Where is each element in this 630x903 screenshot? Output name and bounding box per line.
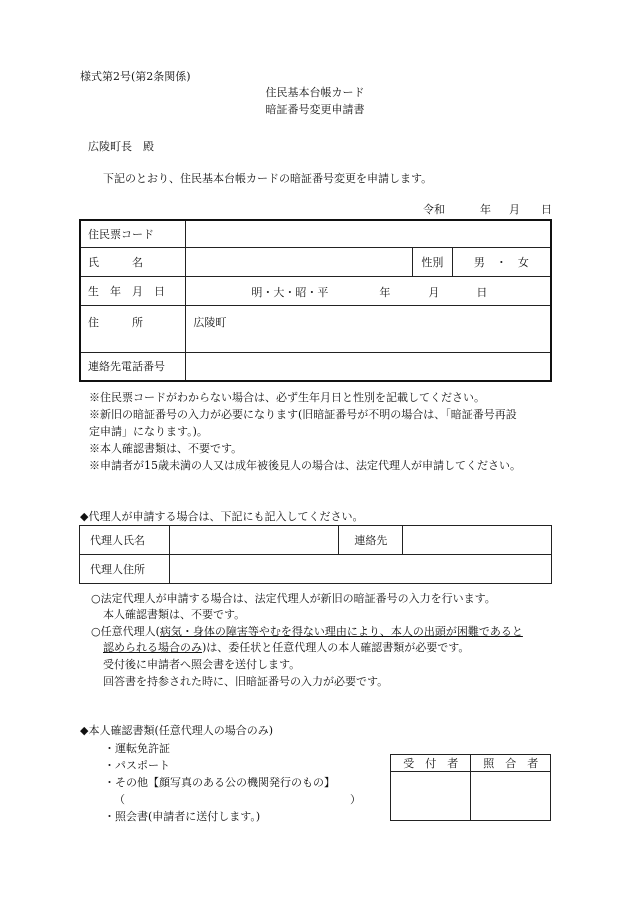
birth-day-unit: 日 (476, 285, 488, 299)
note-1: ※住民票コードがわからない場合は、必ず生年月日と性別を記載してください。 (89, 391, 485, 404)
form-number: 様式第2号(第2条関係) (80, 70, 191, 83)
legal-agent-note-2: 本人確認書類は、不要です。 (103, 608, 246, 621)
addressee: 広陵町長 殿 (88, 140, 154, 153)
verifier-label: 照 合 者 (471, 755, 551, 772)
date-day: 日 (541, 203, 552, 216)
id-doc-other-close-paren: ） (350, 793, 361, 806)
agent-address-label: 代理人住所 (80, 555, 170, 584)
row-birth (80, 276, 551, 305)
agent-name-label: 代理人氏名 (80, 526, 170, 555)
birth-month-unit: 月 (428, 285, 440, 299)
row-resident-code (80, 220, 551, 247)
phone-label: 連絡先電話番号 (80, 352, 186, 381)
name-label: 氏 名 (80, 247, 186, 276)
office-box-stamps (391, 772, 551, 821)
agent-contact-field[interactable] (403, 526, 552, 555)
voluntary-note-1b: 病気・身体の障害等やむを得ない理由により、本人の出頭が困難であると (159, 625, 523, 638)
name-field[interactable] (186, 247, 413, 276)
office-use-box (390, 754, 551, 821)
birth-label: 生 年 月 日 (80, 276, 186, 305)
note-2: ※新旧の暗証番号の入力が必要になります(旧暗証番号が不明の場合は、「暗証番号再設 (89, 408, 517, 421)
verifier-stamp-field[interactable] (471, 772, 551, 821)
intro-text: 下記のとおり、住民基本台帳カードの暗証番号変更を申請します。 (103, 172, 433, 185)
birth-year-unit: 年 (379, 285, 391, 299)
id-doc-other-open-paren: （ (114, 793, 125, 806)
birth-field[interactable] (186, 276, 551, 305)
id-doc-passport: ・パスポート (104, 759, 170, 772)
legal-agent-note-1: ○法定代理人が申請する場合は、法定代理人が新旧の暗証番号の入力を行います。 (91, 592, 496, 605)
id-doc-inquiry: ・照会書(申請者に送付します。) (104, 810, 261, 823)
phone-field[interactable] (186, 352, 551, 381)
row-agent-address (80, 555, 552, 584)
agent-table (79, 525, 552, 584)
gender-options[interactable]: 男 ・ 女 (452, 247, 551, 276)
id-docs-heading: ◆本人確認書類(任意代理人の場合のみ) (80, 724, 274, 737)
title-line1: 住民基本台帳カード (265, 86, 365, 99)
row-phone (80, 352, 551, 381)
applicant-table (79, 219, 552, 382)
resident-code-field[interactable] (186, 220, 551, 247)
office-box-header (391, 755, 551, 772)
note-3: 定申請」になります。)。 (89, 425, 208, 438)
voluntary-agent-note-1 (91, 623, 523, 639)
row-name (80, 247, 551, 276)
agent-address-field[interactable] (169, 555, 551, 584)
voluntary-agent-note-2 (103, 639, 469, 655)
gender-label: 性別 (412, 247, 452, 276)
voluntary-agent-note-4: 回答書を持参された時に、旧暗証番号の入力が必要です。 (103, 675, 389, 688)
resident-code-label: 住民票コード (80, 220, 186, 247)
birth-eras: 明・大・昭・平 (251, 285, 329, 299)
agent-name-field[interactable] (169, 526, 339, 555)
id-doc-license: ・運転免許証 (104, 742, 170, 755)
address-label: 住 所 (80, 305, 186, 352)
row-address (80, 305, 551, 352)
agent-contact-label: 連絡先 (339, 526, 403, 555)
voluntary-note-1a: ○任意代理人( (91, 625, 160, 638)
row-agent-name (80, 526, 552, 555)
voluntary-note-2a: 認められる場合のみ (103, 641, 202, 654)
voluntary-note-2b: )は、委任状と任意代理人の本人確認書類が必要です。 (202, 641, 470, 654)
agent-heading: ◆代理人が申請する場合は、下記にも記入してください。 (80, 510, 364, 523)
note-5: ※申請者が15歳未満の人又は成年被後見人の場合は、法定代理人が申請してください。 (89, 459, 521, 472)
voluntary-agent-note-3: 受付後に申請者へ照会書を送付します。 (103, 658, 301, 671)
date-era: 令和 (423, 203, 445, 216)
receiver-stamp-field[interactable] (391, 772, 471, 821)
address-field[interactable]: 広陵町 (186, 305, 551, 352)
date-month: 月 (509, 203, 520, 216)
title-line2: 暗証番号変更申請書 (265, 103, 365, 116)
note-4: ※本人確認書類は、不要です。 (89, 442, 243, 455)
id-doc-other: ・その他【顔写真のある公の機関発行のもの】 (104, 776, 335, 789)
receiver-label: 受 付 者 (391, 755, 471, 772)
date-year: 年 (480, 203, 491, 216)
